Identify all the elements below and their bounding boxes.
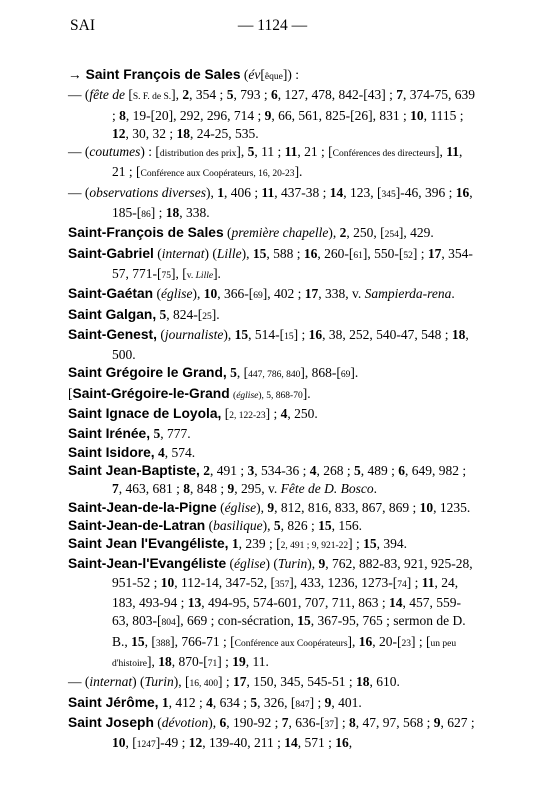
index-entry: [Saint-Grégoire-le-Grand (église), 5, 868-70].: [68, 385, 311, 401]
index-entries: [68, 66, 476, 754]
index-entry: Saint Jean-Baptiste, 2, 491 ; 3, 534-36 ; 4, 268 ; 5, 489 ; 6, 649, 982 ; 7, 463, 681 ; 8, 848 ; 9, 295, v. Fête de D. Bosco.: [68, 462, 467, 497]
index-entry: Saint Joseph (dévotion), 6, 190-92 ; 7, 636-[37] ; 8, 47, 97, 568 ; 9, 627 ; 10, [1247]-49 ; 12, 139-40, 211 ; 14, 571 ; 16,: [68, 714, 475, 751]
index-entry: Saint Grégoire le Grand, 5, [447, 786, 840], 868-[69].: [68, 365, 359, 381]
index-entry: Saint Isidore, 4, 574.: [68, 444, 196, 460]
index-entry: Saint Galgan, 5, 824-[25].: [68, 306, 220, 322]
index-entry: Saint-Jean-l'Evangéliste (église) (Turin), 9, 762, 882-83, 921, 925-28, 951-52 ; 10, 112-14, 347-52, [357], 433, 1236, 1273-[74] ; 11, 24, 183, 493-94 ; 13, 494-95, 574-601, 707, 711, 863 ; 14, 457, 559-63, 803-[804], 669 ; con-sécration, 15, 367-95, 765 ; sermon de D. B., 15, [388], 766-71 ; [Conférence aux Coopérateurs], 16, 20-[23] ; [un peu d'histoire], 18, 870-[71] ; 19, 11.: [68, 556, 473, 669]
index-entry: → Saint François de Sales (év[êque]) :: [68, 67, 299, 82]
index-entry: Saint-Gabriel (internat) (Lille), 15, 588 ; 16, 260-[61], 550-[52] ; 17, 354-57, 771-[75], [v. Lille].: [68, 245, 473, 281]
index-entry: Saint Jérôme, 1, 412 ; 4, 634 ; 5, 326, [847] ; 9, 401.: [68, 694, 362, 710]
page-number: — 1124 —: [237, 17, 308, 34]
section-label: SAI: [70, 17, 95, 34]
index-entry: — (observations diverses), 1, 406 ; 11, 437-38 ; 14, 123, [345]-46, 396 ; 16, 185-[86] ; 18, 338.: [68, 184, 473, 221]
index-entry: Saint-François de Sales (première chapelle), 2, 250, [254], 429.: [68, 225, 434, 241]
index-entry: — (internat) (Turin), [16, 400] ; 17, 150, 345, 545-51 ; 18, 610.: [68, 674, 400, 690]
index-entry: Saint-Jean-de-Latran (basilique), 5, 826 ; 15, 156.: [68, 517, 362, 533]
index-entry: — (coutumes) : [distribution des prix], 5, 11 ; 11, 21 ; [Conférences des directeurs], 11, 21 ; [Conférence aux Coopérateurs, 16, 20-23].: [68, 144, 463, 180]
index-entry: Saint-Jean-de-la-Pigne (église), 9, 812, 816, 833, 867, 869 ; 10, 1235.: [68, 499, 471, 515]
index-entry: Saint Ignace de Loyola, [2, 122-23] ; 4, 250.: [68, 406, 318, 422]
index-entry: — (fête de [S. F. de S.], 2, 354 ; 5, 793 ; 6, 127, 478, 842-[43] ; 7, 374-75, 639 ; 8, 19-[20], 292, 296, 714 ; 9, 66, 561, 825-[26], 831 ; 10, 1115 ; 12, 30, 32 ; 18, 24-25, 535.: [68, 87, 475, 141]
running-head: [70, 17, 475, 37]
index-entry: Saint-Gaétan (église), 10, 366-[69], 402 ; 17, 338, v. Sampierda-rena.: [68, 286, 455, 302]
index-entry: Saint-Genest, (journaliste), 15, 514-[15] ; 16, 38, 252, 540-47, 548 ; 18, 500.: [68, 326, 469, 363]
index-entry: Saint Jean l'Evangéliste, 1, 239 ; [2, 491 ; 9, 921-22] ; 15, 394.: [68, 536, 408, 552]
index-entry: Saint Irénée, 5, 777.: [68, 426, 191, 442]
